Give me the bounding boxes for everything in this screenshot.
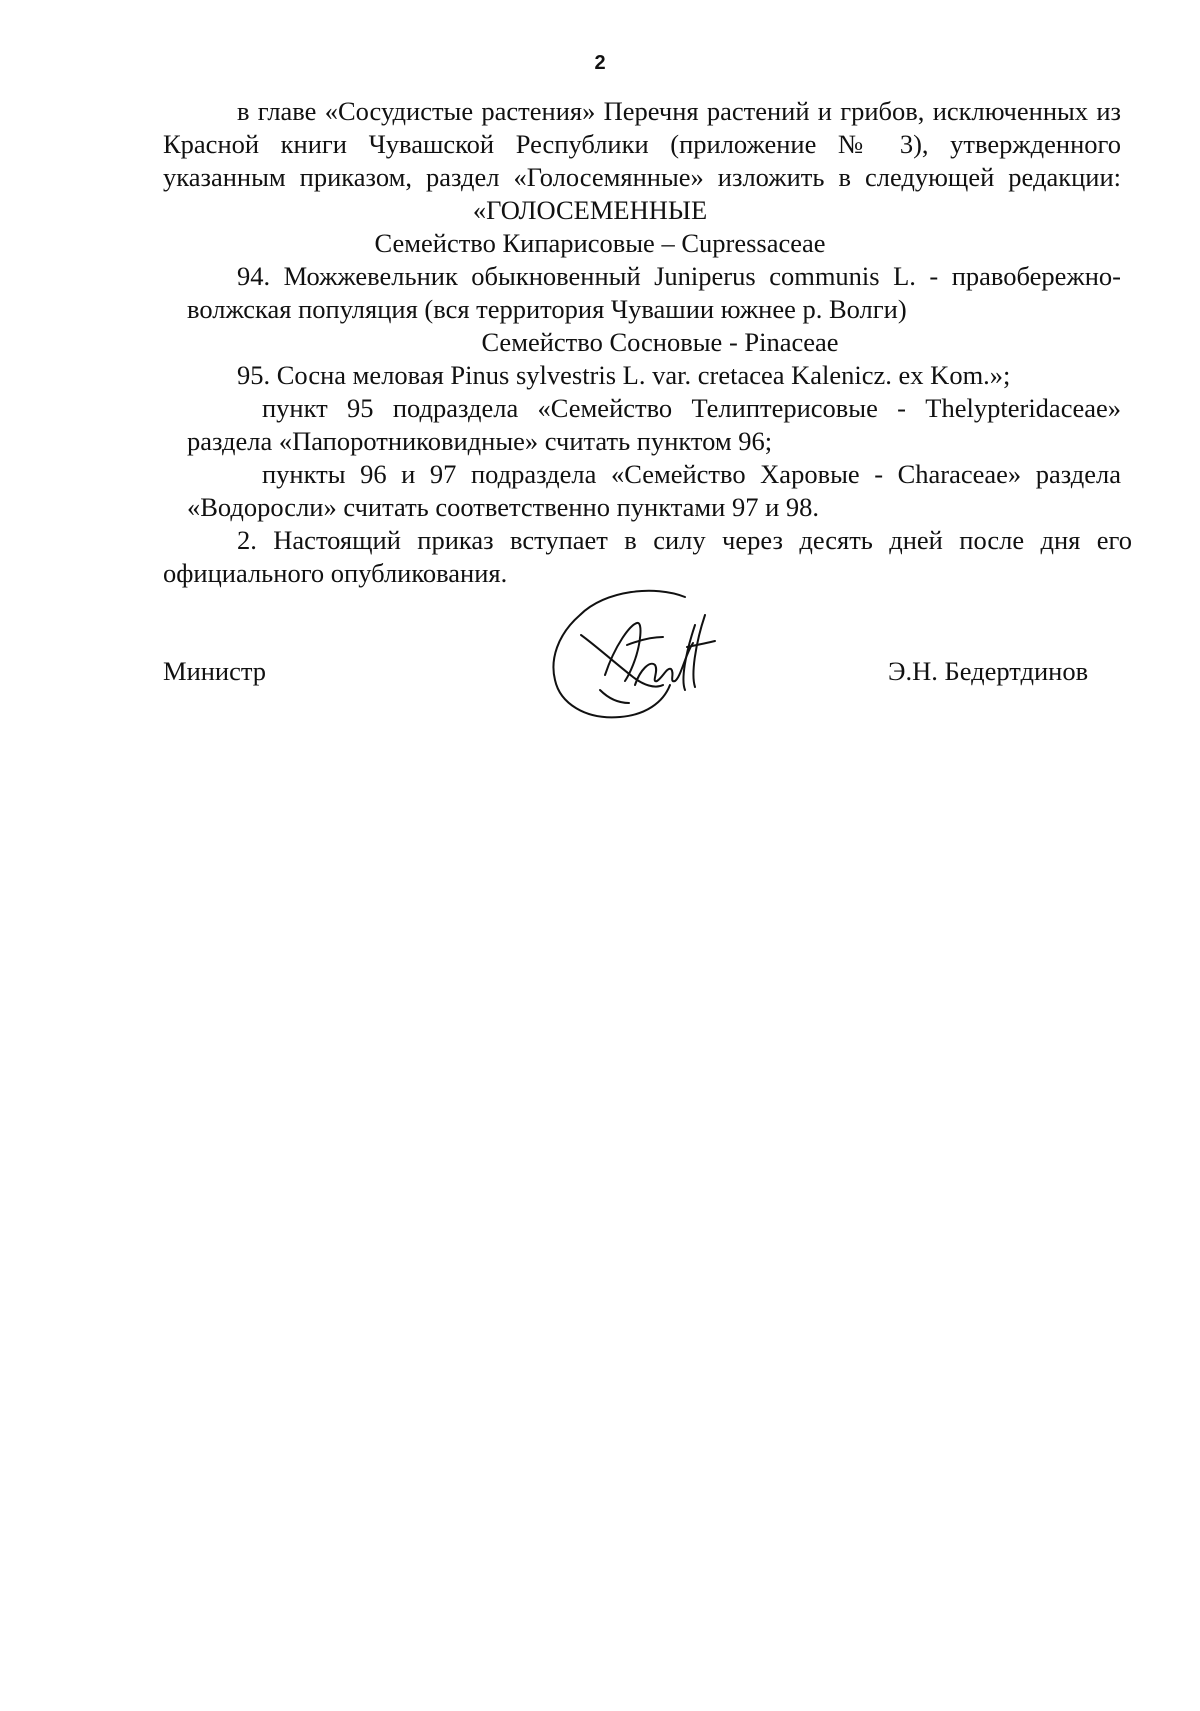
family-heading-pinaceae: Семейство Сосновые - Pinaceae [481,327,839,357]
signatory-position: Министр [163,656,267,686]
signatory-name: Э.Н. Бедертдинов [888,656,1089,686]
paragraph-4-line-2: официального опубликования. [163,558,508,588]
paragraph-2-line-1: пункт 95 подраздела «Семейство Телиптерисовые - Thelypteridaceae» [262,393,1121,423]
paragraph-3-line-1: пункты 96 и 97 подраздела «Семейство Харовые - Characeae» раздела [262,459,1121,489]
item-95: 95. Сосна меловая Pinus sylvestris L. var. cretacea Kalenicz. ex Kom.»; [237,360,1011,390]
item-94-line-1: 94. Можжевельник обыкновенный Juniperus communis L. - правобережно- [237,261,1121,291]
family-heading-cupressaceae: Семейство Кипарисовые – Cupressaceae [374,228,826,258]
handwritten-signature [545,585,745,730]
paragraph-1-line-1: в главе «Сосудистые растения» Перечня растений и грибов, исключенных из [237,96,1121,126]
paragraph-1-line-2: Красной книги Чувашской Республики (приложение № 3), утвержденного [163,129,1121,159]
paragraph-2-line-2: раздела «Папоротниковидные» считать пунктом 96; [187,426,773,456]
section-heading: «ГОЛОСЕМЕННЫЕ [472,195,708,225]
paragraph-1-line-3: указанным приказом, раздел «Голосемянные» изложить в следующей редакции: [163,162,1121,192]
paragraph-3-line-2: «Водоросли» считать соответственно пунктами 97 и 98. [187,492,820,522]
page-number: 2 [594,52,606,74]
paragraph-4-line-1: 2. Настоящий приказ вступает в силу через десять дней после дня его [237,525,1132,555]
item-94-line-2: волжская популяция (вся территория Чувашии южнее р. Волги) [187,294,907,324]
